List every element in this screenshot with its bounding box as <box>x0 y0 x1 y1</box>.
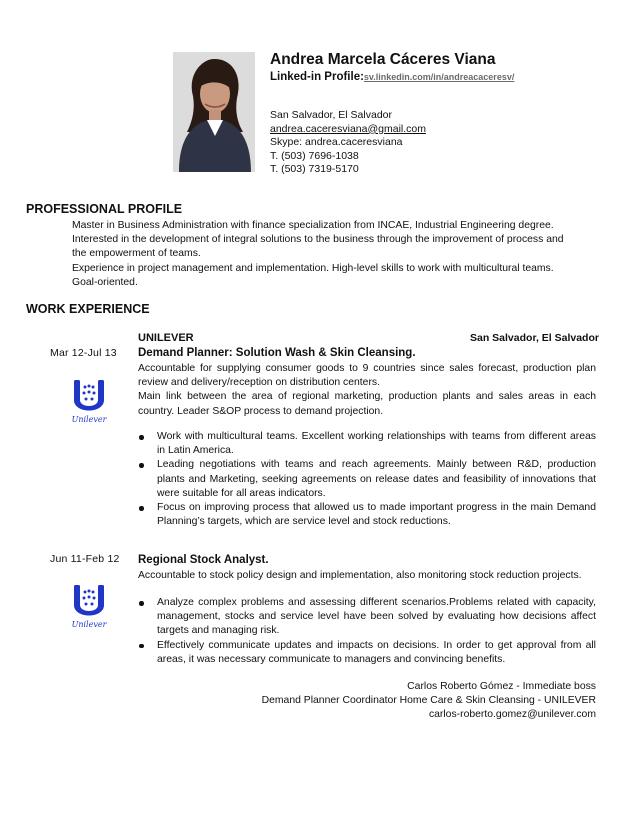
contact-block <box>270 109 426 177</box>
unilever-u-icon <box>70 378 108 424</box>
achievement-item: Work with multicultural teams. Excellent working relationships with teams from different areas in Latin America. <box>138 430 596 458</box>
contact-phone-1: T. (503) 7696-1038 <box>270 149 359 162</box>
logo-wordmark: Unilever <box>71 620 107 629</box>
achievement-item: Leading negotiations with teams and reach agreements. Mainly between R&D, production plants and Marketing, seeking agreements on release dates and feasibility of innovations that were suitable for all areas indicators. <box>138 458 596 501</box>
unilever-logo <box>70 583 108 629</box>
profile-photo <box>173 52 255 172</box>
job-description <box>138 362 596 419</box>
achievement-item: Analyze complex problems and assessing different scenarios.Problems related with capacity, management, stocks and service level have been solved by evaluating how decisions affect targets and managing risk. <box>138 596 596 639</box>
logo-wordmark: Unilever <box>71 415 107 424</box>
linkedin-label: Linked-in Profile: <box>270 71 364 83</box>
job-achievements <box>138 430 596 529</box>
portrait-image <box>173 52 255 172</box>
work-experience-heading: WORK EXPERIENCE <box>26 302 150 316</box>
profile-paragraph: Experience in project management and implementation. High-level skills to work with multicultural teams. Goal-oriented. <box>72 262 554 288</box>
unilever-u-icon <box>70 583 108 629</box>
job-paragraph: Accountable to stock policy design and implementation, also monitoring stock reduction projects. <box>138 570 582 581</box>
professional-profile-text <box>72 219 572 290</box>
contact-phone-2: T. (503) 7319-5170 <box>270 163 359 176</box>
job-date: Mar 12-Jul 13 <box>50 347 117 359</box>
job-achievements <box>138 596 596 667</box>
achievement-item: Focus on improving process that allowed us to made important progress in the main Demand Planning’s targets, which are service level and stock reductions. <box>138 501 596 529</box>
job-title: Demand Planner: Solution Wash & Skin Cleansing. <box>138 347 416 359</box>
company-location: San Salvador, El Salvador <box>470 332 599 344</box>
achievement-item: Effectively communicate updates and impacts on decisions. In order to get approval from all areas, it was necessary communicate to managers and convincing benefits. <box>138 639 596 667</box>
linkedin-link[interactable]: sv.linkedin.com/in/andreacaceresv/ <box>363 72 515 82</box>
reference-position: Demand Planner Coordinator Home Care & Skin Cleansing - UNILEVER <box>261 695 596 707</box>
job-title: Regional Stock Analyst. <box>138 554 269 566</box>
reference-block <box>262 680 596 723</box>
linkedin-row <box>270 71 514 83</box>
company-name: UNILEVER <box>138 332 194 344</box>
job-paragraph: Main link between the area of regional marketing, production plants and sales areas in each country. Leader S&OP process to demand projection. <box>138 391 596 417</box>
contact-location: San Salvador, El Salvador <box>270 109 392 121</box>
professional-profile-heading: PROFESSIONAL PROFILE <box>26 202 183 216</box>
unilever-logo <box>70 378 108 424</box>
profile-paragraph: Master in Business Administration with finance specialization from INCAE, Industrial Engineering degree. Interested in the development of integral solutions to the business through the improvement of process and the empowerment of teams. <box>72 220 564 260</box>
candidate-name: Andrea Marcela Cáceres Viana <box>270 51 496 68</box>
job-paragraph: Accountable for supplying consumer goods to 9 countries since sales forecast, production plan review and delivery/reception on distribution centers. <box>138 363 596 389</box>
job-description <box>138 569 596 583</box>
contact-email-link[interactable]: andrea.caceresviana@gmail.com <box>270 122 426 135</box>
contact-skype: Skype: andrea.caceresviana <box>270 136 403 149</box>
reference-name: Carlos Roberto Gómez - Immediate boss <box>407 681 596 692</box>
reference-email: carlos-roberto.gomez@unilever.com <box>428 709 596 721</box>
job-date: Jun 11-Feb 12 <box>50 553 120 565</box>
